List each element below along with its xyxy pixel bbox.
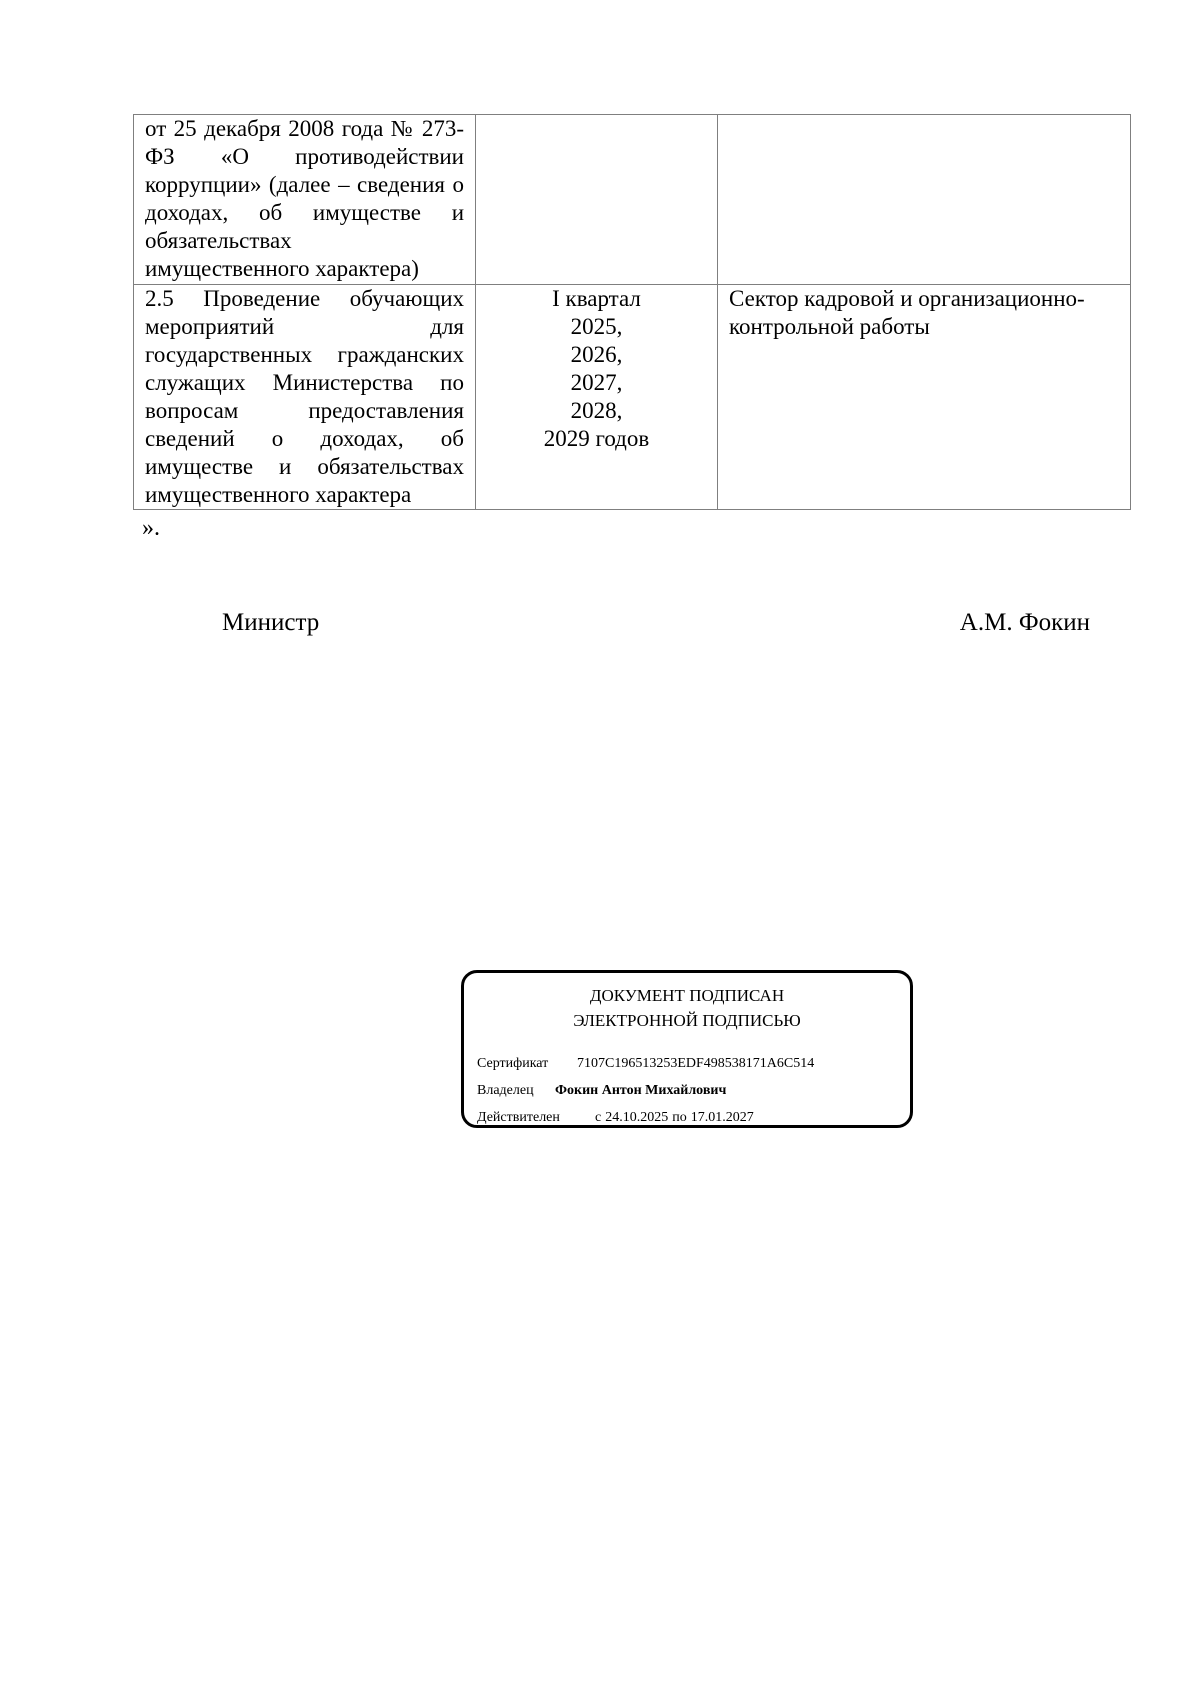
valid-to-prefix: по	[672, 1110, 687, 1125]
owner-value: Фокин Антон Михайлович	[555, 1083, 727, 1098]
responsible-cell	[718, 115, 1131, 285]
measures-table	[133, 114, 1131, 510]
term-cell	[476, 115, 718, 285]
certificate-label: Сертификат	[477, 1056, 549, 1071]
esign-header-line: ЭЛЕКТРОННОЙ ПОДПИСЬЮ	[573, 1011, 801, 1030]
esign-header-line: ДОКУМЕНТ ПОДПИСАН	[589, 986, 785, 1005]
esign-validity-row	[477, 1109, 754, 1127]
measure-cell: 2.5 Проведение обучающих мероприятий для государственных гражданских служащих Министерства по вопросам предоставления сведений о доходах, об имуществе и обязательствах имущественного характера	[134, 285, 476, 510]
certificate-value: 7107C196513253EDF498538171A6C514	[577, 1056, 815, 1071]
responsible-cell: Сектор кадровой и организационно-контрольной работы	[718, 285, 1131, 510]
electronic-signature-stamp	[461, 970, 913, 1128]
valid-from-prefix: с	[595, 1110, 602, 1125]
owner-label: Владелец	[477, 1083, 534, 1098]
measure-cell: от 25 декабря 2008 года № 273-ФЗ «О противодействии коррупции» (далее – сведения о доходах, об имуществе и обязательствах имущественного характера)	[134, 115, 476, 285]
esign-owner-row	[477, 1082, 726, 1100]
term-cell: I квартал 2025, 2026, 2027, 2028, 2029 годов	[476, 285, 718, 510]
valid-to-date: 17.01.2027	[690, 1110, 754, 1125]
signatory-title: Министр	[222, 609, 320, 636]
esign-certificate-row	[477, 1055, 814, 1073]
closing-quote: ».	[142, 515, 160, 541]
signatory-name: А.М. Фокин	[959, 609, 1090, 636]
esign-header	[464, 983, 910, 1033]
valid-from-date: 24.10.2025	[605, 1110, 669, 1125]
table-row	[134, 285, 1131, 510]
table-row	[134, 115, 1131, 285]
validity-label: Действителен	[477, 1110, 560, 1125]
